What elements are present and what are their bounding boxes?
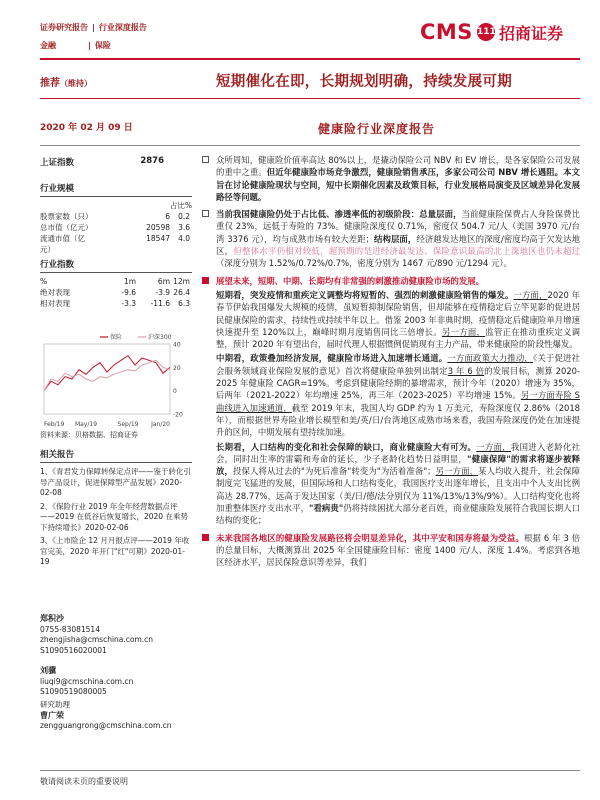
y-tick-label: 20	[173, 364, 181, 372]
email-link[interactable]: liuqi9@cmschina.com.cn	[40, 676, 134, 686]
chart-source: 资料来源：贝格数据、招商证券	[40, 431, 138, 439]
analyst-1: 郑积沙 0755-83081514 zhengjisha@cmschina.com.cn S1090516020001	[40, 614, 192, 656]
index-value: 2876	[140, 156, 164, 166]
report-subtitle: 健康险行业深度报告	[318, 122, 436, 136]
x-tick-label: May/19	[74, 421, 98, 428]
logo-cn: 招商证券	[498, 23, 563, 43]
headline-rule	[40, 98, 580, 99]
table-row: 股票家数（只） 6 0.2	[40, 212, 190, 221]
related-title: 相关报告	[40, 450, 75, 460]
paragraph-short-term: 短期看，突发疫情和重疾定义调整均将短暂的、强烈的刺激健康险销售的爆发。一方面，2020 年春节伊始我国爆发大规模的疫情，虽短暂抑制保险销售，但却能够在疫情稳定后立竿见影的促进居民健康保险的需求，持续性或持续半年以上。借鉴 2003 年非典时期，疫情稳定后健康险单月增速快速提升至 120%以上，巅峰时期月度销售同比三倍增长。另一方面，监管正在推动重疾定义调整，预计 2020 年有望出台，届时代理人根据惯例促销现有主力产品，带来健康险的阶段性爆发。	[216, 289, 581, 350]
performance-chart	[40, 330, 190, 430]
industry-scale	[40, 182, 192, 254]
index-label: 上证指数	[40, 158, 75, 168]
table-row: 相对表现 -3.3 -11.6 6.3	[40, 299, 190, 308]
legend-label: 沪深300	[148, 334, 172, 341]
table-row: 总市值（亿元） 20598 3.6	[40, 223, 190, 232]
y-tick-label: 40	[173, 341, 181, 349]
logo-badge-icon: 111	[477, 23, 495, 41]
header-category-line: 金融 | 保险	[40, 41, 111, 50]
subtitle-rule	[40, 145, 580, 146]
y-tick-label: -20	[173, 411, 183, 419]
paragraph-outlook: 展望未来，短期、中期、长期均有非常强的刺激推动健康险市场的发展。	[200, 275, 580, 287]
company-logo	[420, 20, 563, 44]
x-tick-label: Jan/20	[151, 421, 170, 428]
analyst-2: 刘骥 liuqi9@cmschina.com.cn S1090519080005	[40, 666, 192, 698]
legend-label: 保险	[110, 334, 123, 341]
email-link[interactable]: zengguangrong@cmschina.com.cn	[40, 721, 172, 730]
analyst-3: 研究助理 曹广荣 zengguangrong@cmschina.com.cn	[40, 700, 192, 732]
industry-scale-title: 行业规模	[40, 184, 75, 194]
header-report-line: 证券研究报告 | 行业深度报告	[40, 23, 147, 32]
performance-title: 行业指数	[40, 260, 75, 270]
header-rule	[40, 58, 580, 60]
paragraph-mid-term: 中期看，政策叠加经济发展，健康险市场进入加速增长通道。一方面政策大力推动，《关于促进社会服务领域商业保险发展的意见》首次将健康险单独列出制定3 年 6 倍的发展目标，测算 2020-2025 年健康险 CAGR=19%。考虑到健康险经期的暴增需求，预计今年（2020）增速为 35%，后两年（2021-2022）年均增速 25%，再三年（2023-2025）平均增速 15%。另一方面寿险 S 曲线进入加速通道，截至 2019 年末，我国人均 GDP 约为 1 万美元，寿险深度仅 2.86%（2018 年），而根据世界寿险业增长模型和美/英/日/台湾地区成熟市场来看，我国寿险深度仍处在加速提升的区间，中期发展有望持续加速。	[216, 353, 581, 438]
bullet-icon	[202, 277, 209, 284]
email-link[interactable]: zhengjisha@cmschina.com.cn	[40, 635, 154, 644]
bullet-icon	[202, 156, 209, 163]
logo-text: CMS	[420, 20, 473, 44]
list-item[interactable]: 3、《上市险企 12 月月报点评——2019 年收官完美，2020 年开门"红"可期》2020-01-19	[40, 536, 190, 566]
footer-note: 敬请阅读末页的重要说明	[40, 777, 128, 786]
bullet-icon	[202, 210, 209, 217]
y-tick-label: 0	[173, 388, 177, 396]
list-item[interactable]: 2、《保险行业 2019 年全年经营数据点评——2019 在低谷后恢复增长，2020 在乘势下持续增长》2020-02-06	[40, 501, 188, 532]
report-date: 2020 年 02 月 09 日	[40, 123, 133, 133]
series-line-insurance	[44, 356, 170, 391]
list-item[interactable]: 1、《青君发力保障转保定点评——鉴于转化引导产品设计，促进保障型产品发展》2020-02-08	[40, 467, 192, 497]
table-row: 绝对表现 -9.6 -3.9 26.4	[40, 288, 190, 297]
paragraph-intro: 众所周知，健康险价值率高达 80%以上，是撬动保险公司 NBV 和 EV 增长，是各家保险公司发展的重中之重。但近年健康险市场竞争激烈，健康险销售承压，多家公司公司 NBV 增长遇阻。本文旨在讨论健康险现状与空间，短中长期催化因素及政策目标，行业发展格局演变及区域差异化发展路径等问题。	[200, 154, 580, 203]
headline: 短期催化在即，长期规划明确，持续发展可期	[216, 74, 512, 90]
index-box	[40, 156, 192, 168]
chart-svg	[40, 330, 190, 430]
series-line-hs300	[44, 360, 170, 390]
industry-performance	[40, 258, 192, 309]
bullet-icon	[202, 534, 209, 541]
table-row: 流通市值（亿元） 18547 4.0	[40, 234, 190, 254]
main-body	[200, 154, 580, 574]
paragraph-status: 当前我国健康险仍处于占比低、渗透率低的初级阶段：总量层面，当前健康险保费占人身险保费比重仅 23%，远低于寿险的 73%。健康险深度仅 0.71%，密度仅 504.7 元/人（美国 3970 元/台湾 3376 元），均与成熟市场有较大差距；结构层面，经济越发达地区的深度/密度均高于欠发达地区，但整体水平仍相对较低，超预期的是进经济最发达、保险意识最高的北上深地区也仍未超过（深度分别为 1.52%/0.72%/0.7%，密度分别为 1467 元/890 元/1294 元）。	[200, 208, 580, 269]
industry-scale-unit: 占比%	[169, 201, 192, 210]
footer-rule	[40, 770, 580, 771]
table-header: % 1m 6m 12m	[40, 277, 190, 286]
x-tick-label: Feb/19	[44, 421, 65, 428]
x-tick-label: Sep/19	[117, 421, 139, 428]
related-reports	[40, 448, 192, 568]
paragraph-long-term: 长期看，人口结构的变化和社会保障的缺口，商业健康险大有可为。一方面，我国进入老龄化社会，同时出生率的雷霸和寿命的延长，少子老龄化趋势日益明显，"健康保障"的需求将逐步被释放，投保人将从过去的"为死后准备"转变为"为活着准备"；另一方面，某人均收入提升，社会保障制度完飞猛进的发展，但国际场和人口结构变化，我国医疗支出逐年增长，且支出中个人支出比例高达 28.77%，远高于发达国家（美/日/德/法分别仅为 11%/13%/13%/9%）。人口结构变化也将加重整体医疗支出水平，"看病贵"仍将持续困扰大部分老百姓，商业健康险发展符合我国长期人口结构的变化；	[216, 441, 581, 526]
rating: 推荐（维持）	[40, 78, 92, 89]
paragraph-regional: 未来我国各地区的健康险发展路径将会明显差异化，其中平安和国寿将最为受益。根据 6 年 3 倍的总量目标，大概测算出 2025 年全国健康险目标：密度 1400 元/人、深度 1.4%。考虑到各地区经济水平，居民保险意识等差异，我们	[200, 532, 580, 569]
